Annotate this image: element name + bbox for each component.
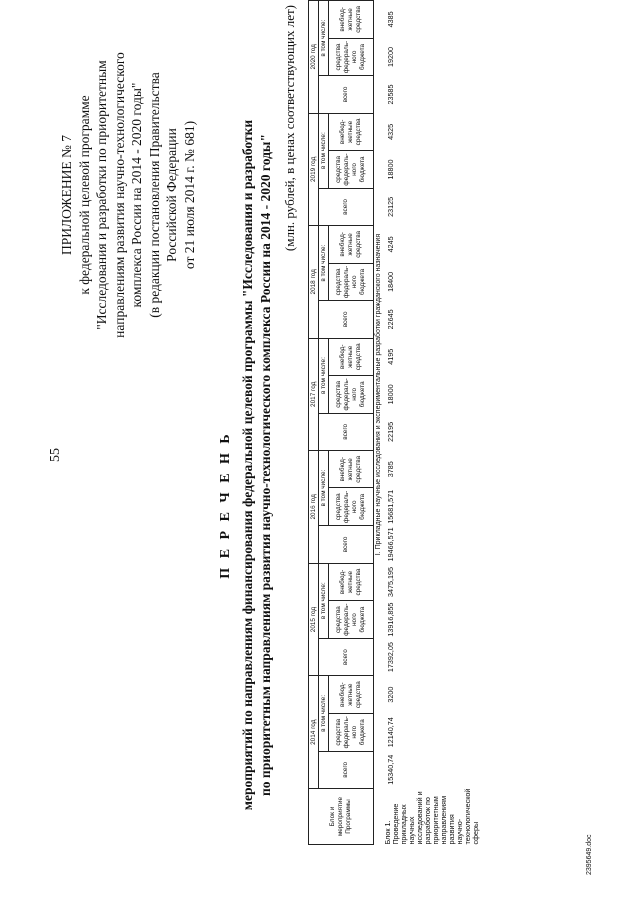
table-cell: 13916,855 [385,602,395,637]
total-header: всего [319,413,374,450]
including-header: в том числе: [319,451,329,526]
year-header: 2015 год [309,563,319,676]
extra-budget-header: внебюд-жетные средства [329,563,374,601]
document-title: П Е Р Е Ч Е Н Ь [218,431,233,579]
federal-budget-header: средства федераль-ного бюджета [329,713,374,751]
first-column-header: Блок и мероприятие Программы [309,789,374,845]
extra-budget-header: внебюд-жетные средства [329,1,374,39]
table-cell: 23585 [385,84,395,105]
table-cell: 18000 [385,384,395,405]
total-header: всего [319,76,374,113]
table-cell: 22645 [385,309,395,330]
table-cell: 19466,571 [385,527,395,562]
financing-table [308,0,480,845]
federal-budget-header: средства федераль-ного бюджета [329,601,374,639]
year-header: 2019 год [309,113,319,225]
units-note: (млн. рублей, в ценах соответствующих лет) [282,5,297,252]
document-subtitle-line-1: мероприятий по направлениям финансирования федеральной целевой программы "Исследования и разработки [240,119,255,811]
table-cell: 3785 [385,461,395,478]
including-header: в том числе: [319,113,329,188]
including-header: в том числе: [319,676,329,751]
year-header: 2014 год [309,676,319,789]
year-header: 2017 год [309,338,319,450]
federal-budget-header: средства федераль-ного бюджета [329,376,374,414]
table-cell: 15340,74 [385,754,395,785]
appendix-line: Российской Федерации [164,128,179,262]
table-cell: 18400 [385,271,395,292]
table-cell: 4195 [385,348,395,365]
block-label: Блок 1. Проведение прикладных научных исследований и разработок по приоритетным направлениям развития научно-технологической сферы [383,788,480,845]
appendix-line: "Исследования и разработки по приоритетным [94,60,109,330]
year-header: 2020 год [309,1,319,114]
table-cell: 18800 [385,159,395,180]
including-header: в том числе: [319,226,329,301]
table-cell: 17392,05 [385,642,395,673]
extra-budget-header: внебюд-жетные средства [329,338,374,376]
extra-budget-header: внебюд-жетные средства [329,676,374,714]
table-cell: 4325 [385,123,395,140]
year-header: 2018 год [309,226,319,338]
including-header: в том числе: [319,563,329,638]
table-cell: 3475,195 [385,567,395,597]
total-header: всего [319,638,374,676]
table-cell: 12140,74 [385,717,395,748]
appendix-line: к федеральной целевой программе [76,95,92,295]
table-cell: 3200 [385,686,395,703]
page-number: 55 [48,448,63,462]
extra-budget-header: внебюд-жетные средства [329,226,374,264]
file-name: 2395649.doc [586,834,593,875]
including-header: в том числе: [319,1,329,76]
federal-budget-header: средства федераль-ного бюджета [329,488,374,526]
table-cell: 23125 [385,196,395,217]
table-cell: 4385 [385,11,395,28]
section-title: I. Прикладные научные исследования и экспериментальные разработки гражданского назначения [375,233,382,556]
extra-budget-header: внебюд-жетные средства [329,451,374,489]
table-cell: 15681,571 [385,489,395,524]
appendix-line: (в редакции постановления Правительства [146,72,162,318]
table-cell: 19200 [385,46,395,67]
total-header: всего [319,751,374,789]
including-header: в том числе: [319,338,329,413]
federal-budget-header: средства федераль-ного бюджета [329,38,374,76]
total-header: всего [319,188,374,225]
table-cell: 22195 [385,421,395,442]
federal-budget-header: средства федераль-ного бюджета [329,263,374,301]
total-header: всего [319,301,374,338]
appendix-line: от 21 июля 2014 г. № 681) [181,120,197,270]
extra-budget-header: внебюд-жетные средства [329,113,374,151]
year-header: 2016 год [309,451,319,564]
table-cell: 4245 [385,236,395,253]
document-subtitle-line-2: по приоритетным направлениям развития научно-технологического комплекса России на 2014 - 2020 годы" [258,134,273,796]
appendix-line: ПРИЛОЖЕНИЕ № 7 [59,134,74,256]
appendix-line: направлениям развития научно-технологического [111,52,127,338]
appendix-line: комплекса России на 2014 - 2020 годы" [129,82,144,308]
total-header: всего [319,526,374,564]
appendix-header [58,45,198,345]
federal-budget-header: средства федераль-ного бюджета [329,151,374,189]
